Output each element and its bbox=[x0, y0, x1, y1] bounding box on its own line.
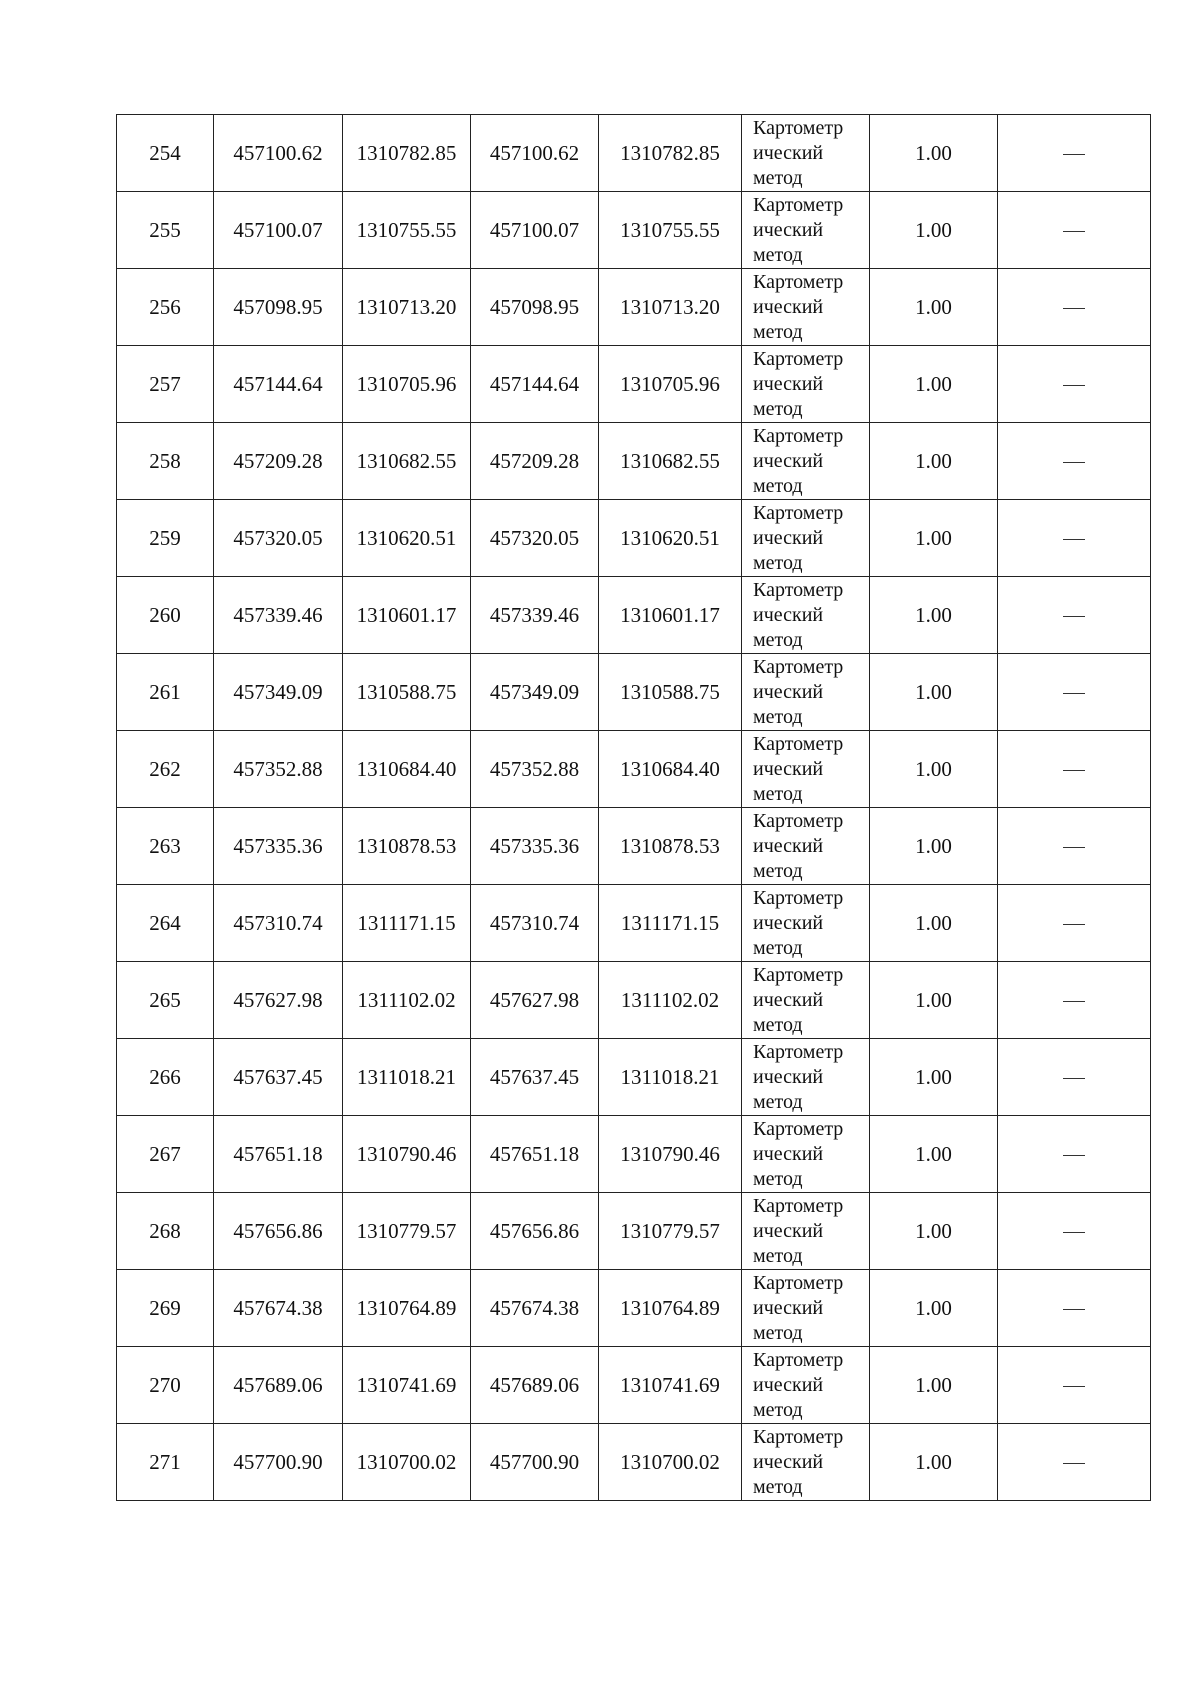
new-y-cell: 1310588.75 bbox=[599, 654, 742, 731]
coordinates-table bbox=[116, 114, 1151, 1501]
new-y-cell: 1310682.55 bbox=[599, 423, 742, 500]
method-cell bbox=[742, 962, 870, 1039]
existing-x-cell: 457637.45 bbox=[214, 1039, 343, 1116]
dash-mark bbox=[1063, 1463, 1085, 1464]
method-text: Картометр ический метод bbox=[753, 1117, 844, 1190]
table-row bbox=[117, 731, 1151, 808]
existing-x-cell: 457656.86 bbox=[214, 1193, 343, 1270]
method-cell bbox=[742, 423, 870, 500]
table-row bbox=[117, 423, 1151, 500]
existing-y-cell: 1310705.96 bbox=[343, 346, 471, 423]
new-y-cell: 1310878.53 bbox=[599, 808, 742, 885]
existing-y-cell: 1310779.57 bbox=[343, 1193, 471, 1270]
existing-x-cell: 457339.46 bbox=[214, 577, 343, 654]
new-x-cell: 457349.09 bbox=[471, 654, 599, 731]
method-cell bbox=[742, 346, 870, 423]
new-x-cell: 457700.90 bbox=[471, 1424, 599, 1501]
new-x-cell: 457144.64 bbox=[471, 346, 599, 423]
existing-y-cell: 1311171.15 bbox=[343, 885, 471, 962]
method-text: Картометр ический метод bbox=[753, 501, 844, 574]
new-x-cell: 457674.38 bbox=[471, 1270, 599, 1347]
description-cell bbox=[998, 269, 1151, 346]
existing-y-cell: 1310764.89 bbox=[343, 1270, 471, 1347]
new-y-cell: 1310713.20 bbox=[599, 269, 742, 346]
method-cell bbox=[742, 1424, 870, 1501]
method-text: Картометр ический метод bbox=[753, 1194, 844, 1267]
accuracy-cell: 1.00 bbox=[870, 1424, 998, 1501]
new-x-cell: 457320.05 bbox=[471, 500, 599, 577]
dash-mark bbox=[1063, 1232, 1085, 1233]
accuracy-cell: 1.00 bbox=[870, 1270, 998, 1347]
new-x-cell: 457656.86 bbox=[471, 1193, 599, 1270]
dash-mark bbox=[1063, 1078, 1085, 1079]
new-y-cell: 1310790.46 bbox=[599, 1116, 742, 1193]
point-number-cell: 266 bbox=[117, 1039, 214, 1116]
method-text: Картометр ический метод bbox=[753, 963, 844, 1036]
existing-y-cell: 1310755.55 bbox=[343, 192, 471, 269]
description-cell bbox=[998, 577, 1151, 654]
accuracy-cell: 1.00 bbox=[870, 500, 998, 577]
table-row bbox=[117, 962, 1151, 1039]
point-number-cell: 268 bbox=[117, 1193, 214, 1270]
new-x-cell: 457352.88 bbox=[471, 731, 599, 808]
table-row bbox=[117, 1039, 1151, 1116]
new-y-cell: 1310741.69 bbox=[599, 1347, 742, 1424]
point-number-cell: 271 bbox=[117, 1424, 214, 1501]
table-row bbox=[117, 885, 1151, 962]
existing-x-cell: 457209.28 bbox=[214, 423, 343, 500]
existing-y-cell: 1310741.69 bbox=[343, 1347, 471, 1424]
accuracy-cell: 1.00 bbox=[870, 423, 998, 500]
new-x-cell: 457651.18 bbox=[471, 1116, 599, 1193]
existing-y-cell: 1310878.53 bbox=[343, 808, 471, 885]
table-row bbox=[117, 1193, 1151, 1270]
new-x-cell: 457310.74 bbox=[471, 885, 599, 962]
description-cell bbox=[998, 1347, 1151, 1424]
point-number-cell: 265 bbox=[117, 962, 214, 1039]
method-text: Картометр ический метод bbox=[753, 1271, 844, 1344]
new-x-cell: 457100.07 bbox=[471, 192, 599, 269]
table-row bbox=[117, 1116, 1151, 1193]
new-y-cell: 1310684.40 bbox=[599, 731, 742, 808]
description-cell bbox=[998, 885, 1151, 962]
accuracy-cell: 1.00 bbox=[870, 192, 998, 269]
table-row bbox=[117, 346, 1151, 423]
description-cell bbox=[998, 1116, 1151, 1193]
existing-y-cell: 1310700.02 bbox=[343, 1424, 471, 1501]
method-cell bbox=[742, 1039, 870, 1116]
table-row bbox=[117, 577, 1151, 654]
description-cell bbox=[998, 115, 1151, 192]
dash-mark bbox=[1063, 385, 1085, 386]
point-number-cell: 255 bbox=[117, 192, 214, 269]
table-row bbox=[117, 500, 1151, 577]
method-text: Картометр ический метод bbox=[753, 732, 844, 805]
dash-mark bbox=[1063, 539, 1085, 540]
method-text: Картометр ический метод bbox=[753, 655, 844, 728]
existing-y-cell: 1310682.55 bbox=[343, 423, 471, 500]
method-cell bbox=[742, 1347, 870, 1424]
table-row bbox=[117, 115, 1151, 192]
method-cell bbox=[742, 500, 870, 577]
existing-x-cell: 457674.38 bbox=[214, 1270, 343, 1347]
description-cell bbox=[998, 1424, 1151, 1501]
new-y-cell: 1310764.89 bbox=[599, 1270, 742, 1347]
new-y-cell: 1310782.85 bbox=[599, 115, 742, 192]
existing-x-cell: 457651.18 bbox=[214, 1116, 343, 1193]
new-x-cell: 457098.95 bbox=[471, 269, 599, 346]
method-cell bbox=[742, 115, 870, 192]
existing-x-cell: 457144.64 bbox=[214, 346, 343, 423]
coordinates-table-body bbox=[117, 115, 1151, 1501]
existing-x-cell: 457700.90 bbox=[214, 1424, 343, 1501]
accuracy-cell: 1.00 bbox=[870, 808, 998, 885]
method-cell bbox=[742, 731, 870, 808]
method-cell bbox=[742, 885, 870, 962]
new-x-cell: 457100.62 bbox=[471, 115, 599, 192]
point-number-cell: 254 bbox=[117, 115, 214, 192]
method-cell bbox=[742, 654, 870, 731]
new-y-cell: 1310601.17 bbox=[599, 577, 742, 654]
existing-y-cell: 1310601.17 bbox=[343, 577, 471, 654]
accuracy-cell: 1.00 bbox=[870, 269, 998, 346]
method-text: Картометр ический метод bbox=[753, 193, 844, 266]
dash-mark bbox=[1063, 308, 1085, 309]
table-row bbox=[117, 654, 1151, 731]
description-cell bbox=[998, 346, 1151, 423]
existing-x-cell: 457100.62 bbox=[214, 115, 343, 192]
accuracy-cell: 1.00 bbox=[870, 1347, 998, 1424]
description-cell bbox=[998, 808, 1151, 885]
dash-mark bbox=[1063, 847, 1085, 848]
dash-mark bbox=[1063, 924, 1085, 925]
method-text: Картометр ический метод bbox=[753, 270, 844, 343]
description-cell bbox=[998, 1039, 1151, 1116]
new-x-cell: 457339.46 bbox=[471, 577, 599, 654]
accuracy-cell: 1.00 bbox=[870, 654, 998, 731]
table-row bbox=[117, 192, 1151, 269]
dash-mark bbox=[1063, 154, 1085, 155]
existing-y-cell: 1310790.46 bbox=[343, 1116, 471, 1193]
description-cell bbox=[998, 192, 1151, 269]
accuracy-cell: 1.00 bbox=[870, 346, 998, 423]
existing-y-cell: 1310588.75 bbox=[343, 654, 471, 731]
method-cell bbox=[742, 192, 870, 269]
dash-mark bbox=[1063, 1155, 1085, 1156]
existing-x-cell: 457098.95 bbox=[214, 269, 343, 346]
point-number-cell: 267 bbox=[117, 1116, 214, 1193]
method-cell bbox=[742, 808, 870, 885]
point-number-cell: 258 bbox=[117, 423, 214, 500]
table-row bbox=[117, 269, 1151, 346]
table-row bbox=[117, 1347, 1151, 1424]
existing-x-cell: 457627.98 bbox=[214, 962, 343, 1039]
method-text: Картометр ический метод bbox=[753, 1425, 844, 1498]
description-cell bbox=[998, 423, 1151, 500]
new-x-cell: 457637.45 bbox=[471, 1039, 599, 1116]
new-x-cell: 457627.98 bbox=[471, 962, 599, 1039]
new-x-cell: 457689.06 bbox=[471, 1347, 599, 1424]
accuracy-cell: 1.00 bbox=[870, 577, 998, 654]
accuracy-cell: 1.00 bbox=[870, 115, 998, 192]
existing-y-cell: 1311102.02 bbox=[343, 962, 471, 1039]
accuracy-cell: 1.00 bbox=[870, 962, 998, 1039]
new-y-cell: 1311102.02 bbox=[599, 962, 742, 1039]
description-cell bbox=[998, 654, 1151, 731]
description-cell bbox=[998, 1270, 1151, 1347]
accuracy-cell: 1.00 bbox=[870, 885, 998, 962]
existing-y-cell: 1310684.40 bbox=[343, 731, 471, 808]
existing-y-cell: 1310713.20 bbox=[343, 269, 471, 346]
method-text: Картометр ический метод bbox=[753, 809, 844, 882]
new-y-cell: 1310705.96 bbox=[599, 346, 742, 423]
method-text: Картометр ический метод bbox=[753, 1040, 844, 1113]
accuracy-cell: 1.00 bbox=[870, 1039, 998, 1116]
existing-x-cell: 457320.05 bbox=[214, 500, 343, 577]
method-cell bbox=[742, 1116, 870, 1193]
new-y-cell: 1310779.57 bbox=[599, 1193, 742, 1270]
dash-mark bbox=[1063, 693, 1085, 694]
new-x-cell: 457335.36 bbox=[471, 808, 599, 885]
method-text: Картометр ический метод bbox=[753, 886, 844, 959]
method-text: Картометр ический метод bbox=[753, 1348, 844, 1421]
description-cell bbox=[998, 731, 1151, 808]
dash-mark bbox=[1063, 1386, 1085, 1387]
description-cell bbox=[998, 1193, 1151, 1270]
new-y-cell: 1310620.51 bbox=[599, 500, 742, 577]
existing-y-cell: 1311018.21 bbox=[343, 1039, 471, 1116]
new-y-cell: 1311018.21 bbox=[599, 1039, 742, 1116]
method-text: Картометр ический метод bbox=[753, 578, 844, 651]
accuracy-cell: 1.00 bbox=[870, 1116, 998, 1193]
dash-mark bbox=[1063, 770, 1085, 771]
dash-mark bbox=[1063, 616, 1085, 617]
new-x-cell: 457209.28 bbox=[471, 423, 599, 500]
point-number-cell: 269 bbox=[117, 1270, 214, 1347]
description-cell bbox=[998, 962, 1151, 1039]
point-number-cell: 256 bbox=[117, 269, 214, 346]
existing-y-cell: 1310782.85 bbox=[343, 115, 471, 192]
dash-mark bbox=[1063, 1309, 1085, 1310]
point-number-cell: 259 bbox=[117, 500, 214, 577]
dash-mark bbox=[1063, 231, 1085, 232]
method-text: Картометр ический метод bbox=[753, 424, 844, 497]
existing-x-cell: 457349.09 bbox=[214, 654, 343, 731]
existing-x-cell: 457689.06 bbox=[214, 1347, 343, 1424]
method-cell bbox=[742, 1270, 870, 1347]
existing-x-cell: 457310.74 bbox=[214, 885, 343, 962]
dash-mark bbox=[1063, 462, 1085, 463]
description-cell bbox=[998, 500, 1151, 577]
existing-y-cell: 1310620.51 bbox=[343, 500, 471, 577]
new-y-cell: 1310755.55 bbox=[599, 192, 742, 269]
existing-x-cell: 457335.36 bbox=[214, 808, 343, 885]
existing-x-cell: 457100.07 bbox=[214, 192, 343, 269]
point-number-cell: 270 bbox=[117, 1347, 214, 1424]
table-row bbox=[117, 1270, 1151, 1347]
method-cell bbox=[742, 577, 870, 654]
point-number-cell: 262 bbox=[117, 731, 214, 808]
method-text: Картометр ический метод bbox=[753, 116, 844, 189]
point-number-cell: 261 bbox=[117, 654, 214, 731]
existing-x-cell: 457352.88 bbox=[214, 731, 343, 808]
accuracy-cell: 1.00 bbox=[870, 1193, 998, 1270]
method-text: Картометр ический метод bbox=[753, 347, 844, 420]
method-cell bbox=[742, 1193, 870, 1270]
dash-mark bbox=[1063, 1001, 1085, 1002]
new-y-cell: 1311171.15 bbox=[599, 885, 742, 962]
new-y-cell: 1310700.02 bbox=[599, 1424, 742, 1501]
point-number-cell: 264 bbox=[117, 885, 214, 962]
accuracy-cell: 1.00 bbox=[870, 731, 998, 808]
point-number-cell: 263 bbox=[117, 808, 214, 885]
table-row bbox=[117, 1424, 1151, 1501]
point-number-cell: 257 bbox=[117, 346, 214, 423]
table-row bbox=[117, 808, 1151, 885]
point-number-cell: 260 bbox=[117, 577, 214, 654]
method-cell bbox=[742, 269, 870, 346]
